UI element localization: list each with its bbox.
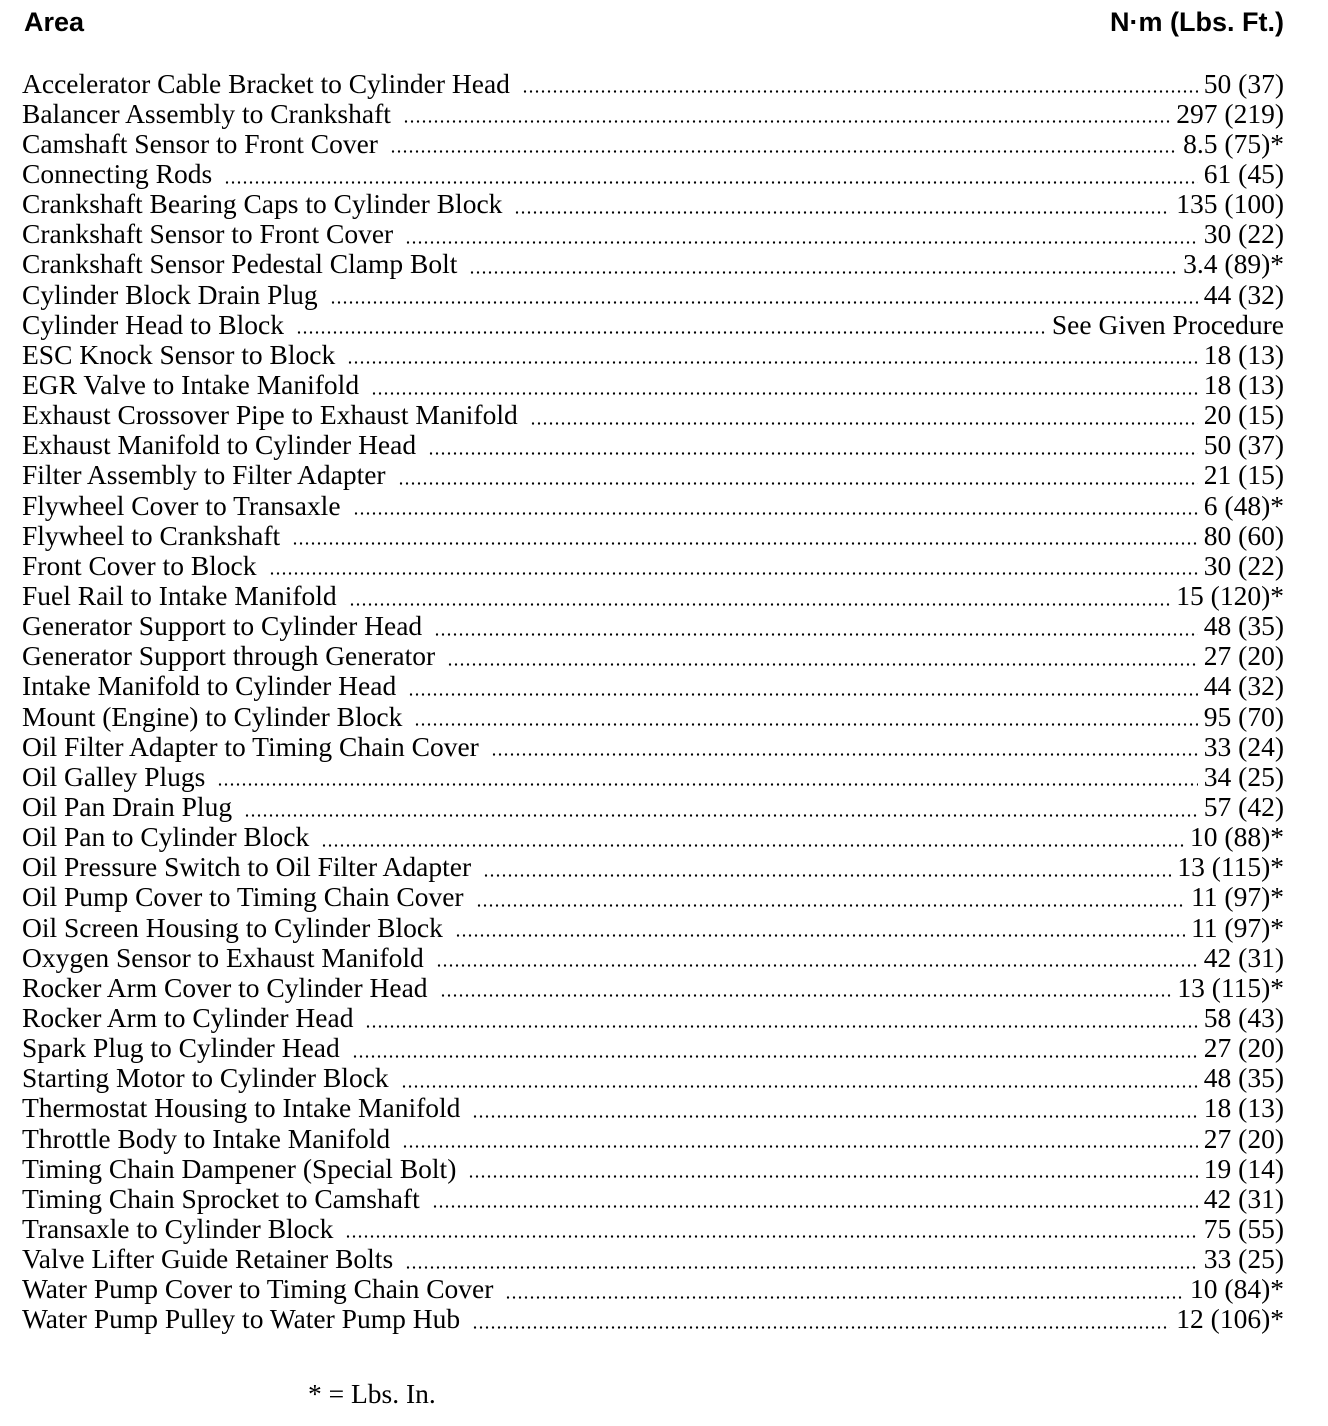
row-torque-value: 13 (115)* bbox=[1177, 971, 1284, 1003]
row-torque-value: 15 (120)* bbox=[1176, 580, 1284, 612]
footnote: * = Lbs. In. bbox=[308, 1378, 436, 1409]
row-torque-value: 48 (35) bbox=[1203, 610, 1284, 642]
row-area-label: Exhaust Manifold to Cylinder Head bbox=[22, 429, 417, 461]
dot-leader bbox=[353, 493, 1198, 515]
row-torque-value: 44 (32) bbox=[1203, 670, 1284, 702]
table-row bbox=[22, 157, 1284, 190]
row-torque-value: 30 (22) bbox=[1203, 549, 1284, 581]
row-torque-value: 297 (219) bbox=[1176, 97, 1284, 129]
dot-leader bbox=[472, 1096, 1197, 1118]
table-row bbox=[22, 700, 1284, 730]
table-row bbox=[22, 851, 1284, 881]
dot-leader bbox=[269, 553, 1198, 575]
row-area-label: Oil Pump Cover to Timing Chain Cover bbox=[22, 881, 464, 913]
table-row bbox=[22, 218, 1284, 248]
row-area-label: Valve Lifter Guide Retainer Bolts bbox=[22, 1243, 394, 1275]
row-area-label: Rocker Arm Cover to Cylinder Head bbox=[22, 971, 428, 1003]
row-torque-value: See Given Procedure bbox=[1051, 308, 1284, 340]
dot-leader bbox=[491, 734, 1198, 756]
row-area-label: Starting Motor to Cylinder Block bbox=[22, 1062, 389, 1094]
row-area-label: Camshaft Sensor to Front Cover bbox=[22, 127, 378, 159]
dot-leader bbox=[405, 222, 1198, 244]
dot-leader bbox=[244, 795, 1198, 817]
dot-leader bbox=[401, 1066, 1198, 1088]
dot-leader bbox=[476, 885, 1186, 907]
row-torque-value: 13 (115)* bbox=[1177, 851, 1284, 883]
row-torque-value: 12 (106)* bbox=[1176, 1303, 1284, 1335]
dot-leader bbox=[345, 1216, 1197, 1238]
row-area-label: Balancer Assembly to Crankshaft bbox=[22, 97, 391, 129]
row-area-label: Mount (Engine) to Cylinder Block bbox=[22, 700, 403, 732]
row-area-label: Flywheel Cover to Transaxle bbox=[22, 489, 341, 521]
dot-leader bbox=[530, 403, 1198, 425]
table-row bbox=[22, 188, 1284, 218]
row-torque-value: 95 (70) bbox=[1203, 700, 1284, 732]
table-row bbox=[22, 821, 1284, 851]
row-area-label: Oil Filter Adapter to Timing Chain Cover bbox=[22, 730, 479, 762]
area-column-header: Area bbox=[24, 6, 85, 37]
row-area-label: Fuel Rail to Intake Manifold bbox=[22, 580, 337, 612]
row-area-label: Spark Plug to Cylinder Head bbox=[22, 1032, 340, 1064]
row-torque-value: 50 (37) bbox=[1203, 67, 1284, 99]
dot-leader bbox=[371, 373, 1198, 395]
table-row bbox=[22, 579, 1284, 612]
row-area-label: Timing Chain Sprocket to Camshaft bbox=[22, 1182, 420, 1214]
dot-leader bbox=[349, 584, 1171, 606]
dot-leader bbox=[455, 915, 1185, 937]
row-torque-value: 21 (15) bbox=[1203, 459, 1284, 491]
table-row bbox=[22, 1273, 1284, 1303]
row-area-label: Oil Pressure Switch to Oil Filter Adapter bbox=[22, 851, 472, 883]
row-torque-value: 58 (43) bbox=[1203, 1002, 1284, 1033]
row-torque-value: 27 (20) bbox=[1203, 1122, 1284, 1154]
dot-leader bbox=[414, 704, 1197, 726]
row-area-label: Crankshaft Sensor to Front Cover bbox=[22, 218, 394, 250]
row-torque-value: 27 (20) bbox=[1203, 1032, 1284, 1064]
row-torque-value: 18 (13) bbox=[1203, 369, 1284, 401]
row-area-label: ESC Knock Sensor to Block bbox=[22, 338, 336, 370]
table-row bbox=[22, 459, 1284, 489]
row-torque-value: 11 (97)* bbox=[1191, 911, 1284, 943]
dot-leader bbox=[292, 523, 1198, 545]
row-torque-value: 3.4 (89)* bbox=[1183, 248, 1284, 280]
dot-leader bbox=[321, 825, 1184, 847]
dot-leader bbox=[428, 433, 1198, 455]
torque-column-header: N·m (Lbs. Ft.) bbox=[1110, 6, 1284, 37]
row-area-label: Oxygen Sensor to Exhaust Manifold bbox=[22, 941, 424, 973]
row-torque-value: 33 (24) bbox=[1203, 730, 1284, 762]
row-torque-value: 18 (13) bbox=[1203, 338, 1284, 370]
row-torque-value: 44 (32) bbox=[1203, 278, 1284, 310]
table-row bbox=[22, 97, 1284, 127]
dot-leader bbox=[224, 162, 1198, 184]
dot-leader bbox=[402, 1126, 1198, 1148]
row-area-label: Timing Chain Dampener (Special Bolt) bbox=[22, 1152, 457, 1184]
row-area-label: Rocker Arm to Cylinder Head bbox=[22, 1002, 354, 1033]
dot-leader bbox=[398, 463, 1198, 485]
dot-leader bbox=[514, 192, 1170, 214]
row-area-label: Transaxle to Cylinder Block bbox=[22, 1212, 334, 1244]
table-row bbox=[22, 941, 1284, 971]
row-area-label: Cylinder Head to Block bbox=[22, 308, 284, 340]
table-row bbox=[22, 911, 1284, 941]
row-torque-value: 50 (37) bbox=[1203, 429, 1284, 461]
row-torque-value: 57 (42) bbox=[1203, 791, 1284, 823]
row-torque-value: 48 (35) bbox=[1203, 1062, 1284, 1094]
dot-leader bbox=[483, 855, 1171, 877]
dot-leader bbox=[403, 101, 1170, 123]
dot-leader bbox=[434, 614, 1198, 636]
row-area-label: Water Pump Cover to Timing Chain Cover bbox=[22, 1273, 494, 1305]
row-area-label: Filter Assembly to Filter Adapter bbox=[22, 459, 386, 491]
row-area-label: Accelerator Cable Bracket to Cylinder Head bbox=[22, 67, 510, 99]
table-row bbox=[22, 338, 1284, 368]
row-torque-value: 11 (97)* bbox=[1191, 881, 1284, 913]
dot-leader bbox=[296, 312, 1046, 334]
table-row bbox=[22, 760, 1284, 790]
table-row bbox=[22, 549, 1284, 579]
dot-leader bbox=[447, 644, 1198, 666]
table-row bbox=[22, 1242, 1284, 1275]
table-row bbox=[22, 1032, 1284, 1062]
dot-leader bbox=[408, 674, 1198, 696]
dot-leader bbox=[468, 1156, 1197, 1178]
table-row bbox=[22, 248, 1284, 278]
row-torque-value: 33 (25) bbox=[1203, 1243, 1284, 1275]
dot-leader bbox=[472, 1307, 1170, 1329]
dot-leader bbox=[330, 282, 1198, 304]
table-row bbox=[22, 610, 1284, 640]
row-area-label: Water Pump Pulley to Water Pump Hub bbox=[22, 1303, 461, 1335]
row-torque-value: 80 (60) bbox=[1203, 519, 1284, 551]
row-torque-value: 19 (14) bbox=[1203, 1152, 1284, 1184]
table-row bbox=[22, 881, 1284, 911]
row-torque-value: 42 (31) bbox=[1203, 1182, 1284, 1214]
dot-leader bbox=[352, 1036, 1198, 1058]
table-row bbox=[22, 1212, 1284, 1242]
table-row bbox=[22, 1062, 1284, 1092]
row-area-label: Intake Manifold to Cylinder Head bbox=[22, 670, 397, 702]
table-row bbox=[22, 971, 1284, 1001]
row-area-label: Cylinder Block Drain Plug bbox=[22, 278, 318, 310]
row-torque-value: 135 (100) bbox=[1176, 188, 1284, 220]
row-torque-value: 42 (31) bbox=[1203, 941, 1284, 973]
table-row bbox=[22, 1303, 1284, 1333]
dot-leader bbox=[469, 252, 1177, 274]
row-area-label: Oil Screen Housing to Cylinder Block bbox=[22, 911, 443, 943]
row-area-label: Generator Support through Generator bbox=[22, 640, 436, 672]
table-row bbox=[22, 489, 1284, 519]
dot-leader bbox=[432, 1186, 1198, 1208]
table-row bbox=[22, 790, 1284, 823]
torque-spec-list bbox=[22, 67, 1284, 1333]
table-row bbox=[22, 67, 1284, 97]
table-row bbox=[22, 399, 1284, 429]
table-row bbox=[22, 278, 1284, 308]
row-torque-value: 61 (45) bbox=[1203, 158, 1284, 190]
dot-leader bbox=[405, 1247, 1198, 1269]
row-area-label: Exhaust Crossover Pipe to Exhaust Manifold bbox=[22, 399, 518, 431]
table-row bbox=[22, 1092, 1284, 1122]
row-area-label: Oil Galley Plugs bbox=[22, 760, 206, 792]
row-torque-value: 18 (13) bbox=[1203, 1092, 1284, 1124]
table-header bbox=[24, 4, 1284, 40]
table-row bbox=[22, 730, 1284, 760]
dot-leader bbox=[365, 1006, 1197, 1028]
row-area-label: Flywheel to Crankshaft bbox=[22, 519, 281, 551]
table-row bbox=[22, 429, 1284, 459]
table-row bbox=[22, 1001, 1284, 1031]
row-torque-value: 6 (48)* bbox=[1203, 489, 1284, 521]
row-torque-value: 20 (15) bbox=[1203, 399, 1284, 431]
table-row bbox=[22, 670, 1284, 700]
dot-leader bbox=[522, 71, 1198, 93]
row-torque-value: 8.5 (75)* bbox=[1183, 127, 1284, 159]
dot-leader bbox=[505, 1277, 1184, 1299]
row-area-label: Crankshaft Bearing Caps to Cylinder Block bbox=[22, 188, 503, 220]
row-torque-value: 34 (25) bbox=[1203, 760, 1284, 792]
row-area-label: Generator Support to Cylinder Head bbox=[22, 610, 423, 642]
row-area-label: EGR Valve to Intake Manifold bbox=[22, 369, 360, 401]
row-area-label: Oil Pan to Cylinder Block bbox=[22, 821, 310, 853]
row-area-label: Thermostat Housing to Intake Manifold bbox=[22, 1092, 461, 1124]
row-area-label: Throttle Body to Intake Manifold bbox=[22, 1122, 391, 1154]
table-row bbox=[22, 1152, 1284, 1182]
row-torque-value: 75 (55) bbox=[1203, 1212, 1284, 1244]
table-row bbox=[22, 1122, 1284, 1152]
row-area-label: Oil Pan Drain Plug bbox=[22, 791, 233, 823]
row-area-label: Front Cover to Block bbox=[22, 549, 257, 581]
row-area-label: Connecting Rods bbox=[22, 158, 213, 190]
table-row bbox=[22, 368, 1284, 401]
dot-leader bbox=[347, 342, 1198, 364]
dot-leader bbox=[436, 945, 1198, 967]
row-torque-value: 10 (84)* bbox=[1190, 1273, 1284, 1305]
dot-leader bbox=[390, 131, 1177, 153]
table-row bbox=[22, 308, 1284, 338]
table-row bbox=[22, 1182, 1284, 1212]
dot-leader bbox=[217, 764, 1197, 786]
row-area-label: Crankshaft Sensor Pedestal Clamp Bolt bbox=[22, 248, 458, 280]
dot-leader bbox=[440, 975, 1172, 997]
row-torque-value: 27 (20) bbox=[1203, 640, 1284, 672]
row-torque-value: 30 (22) bbox=[1203, 218, 1284, 250]
table-row bbox=[22, 640, 1284, 670]
row-torque-value: 10 (88)* bbox=[1190, 821, 1284, 853]
table-row bbox=[22, 127, 1284, 157]
table-row bbox=[22, 519, 1284, 549]
